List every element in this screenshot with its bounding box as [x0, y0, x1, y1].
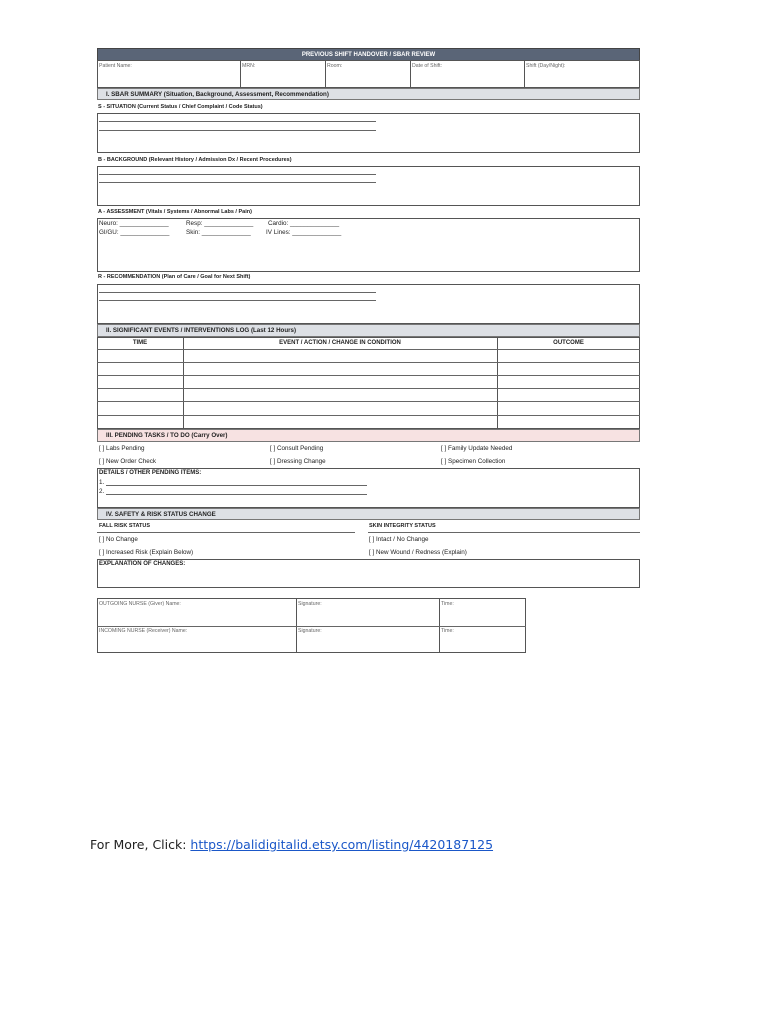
consult-pending-checkbox[interactable]: [ ] Consult Pending [270, 445, 324, 452]
detail-line-1-number: 1. [99, 479, 105, 486]
fall-risk-label: FALL RISK STATUS [99, 523, 151, 529]
incoming-signature-label[interactable]: Signature: [298, 628, 322, 634]
section-events-title: II. SIGNIFICANT EVENTS / INTERVENTIONS LOG (Last 12 Hours) [97, 324, 640, 337]
cardio-field[interactable]: Cardio: ______________ [268, 220, 340, 227]
fall-no-change-checkbox[interactable]: [ ] No Change [99, 536, 138, 543]
details-label: DETAILS / OTHER PENDING ITEMS: [99, 470, 202, 476]
skin-new-wound-checkbox[interactable]: [ ] New Wound / Redness (Explain) [369, 549, 467, 556]
new-order-checkbox[interactable]: [ ] New Order Check [99, 458, 157, 465]
incoming-nurse-name-label[interactable]: INCOMING NURSE (Receiver) Name: [99, 628, 188, 634]
skin-field[interactable]: Skin: ______________ [186, 229, 251, 236]
room-label: Room: [327, 63, 343, 69]
family-update-checkbox[interactable]: [ ] Family Update Needed [441, 445, 513, 452]
footer-prefix: For More, Click: [90, 837, 187, 852]
section-sbar-title: I. SBAR SUMMARY (Situation, Background, Assessment, Recommendation) [97, 88, 640, 100]
background-box[interactable] [97, 166, 640, 206]
fall-increased-risk-checkbox[interactable]: [ ] Increased Risk (Explain Below) [99, 549, 194, 556]
skin-integrity-label: SKIN INTEGRITY STATUS [369, 523, 436, 529]
detail-line-2-number: 2. [99, 488, 105, 495]
iv-lines-field[interactable]: IV Lines: ______________ [266, 229, 342, 236]
dressing-change-checkbox[interactable]: [ ] Dressing Change [270, 458, 326, 465]
mrn-label: MRN: [242, 63, 256, 69]
footer-promo [90, 837, 493, 852]
assessment-box[interactable] [97, 218, 640, 272]
incoming-time-label[interactable]: Time: [441, 628, 454, 634]
col-time-header: TIME [132, 340, 148, 346]
table-row [97, 415, 640, 416]
assessment-label: A - ASSESSMENT (Vitals / Systems / Abnormal Labs / Pain) [98, 209, 252, 215]
explanation-label: EXPLANATION OF CHANGES: [99, 561, 186, 567]
table-row [97, 349, 640, 350]
shift-label: Shift (Day/Night): [526, 63, 566, 69]
recommendation-label: R - RECOMMENDATION (Plan of Care / Goal for Next Shift) [98, 274, 251, 280]
outgoing-signature-label[interactable]: Signature: [298, 601, 322, 607]
date-of-shift-label: Date of Shift: [412, 63, 442, 69]
gigu-field[interactable]: GI/GU: ______________ [99, 229, 170, 236]
table-row [97, 388, 640, 389]
table-row [97, 375, 640, 376]
table-row [97, 401, 640, 402]
section-safety-title: IV. SAFETY & RISK STATUS CHANGE [97, 508, 640, 520]
resp-field[interactable]: Resp: ______________ [186, 220, 254, 227]
patient-name-label: Patient Name: [99, 63, 132, 69]
skin-intact-checkbox[interactable]: [ ] Intact / No Change [369, 536, 429, 543]
table-row [97, 362, 640, 363]
col-outcome-header: OUTCOME [553, 340, 584, 346]
etsy-listing-link[interactable]: https://balidigitalid.etsy.com/listing/4420187125 [190, 837, 494, 852]
situation-box[interactable] [97, 113, 640, 153]
situation-label: S - SITUATION (Current Status / Chief Complaint / Code Status) [98, 104, 263, 110]
outgoing-nurse-name-label[interactable]: OUTGOING NURSE (Giver) Name: [99, 601, 181, 607]
outgoing-time-label[interactable]: Time: [441, 601, 454, 607]
col-event-header: EVENT / ACTION / CHANGE IN CONDITION [279, 340, 401, 346]
labs-pending-checkbox[interactable]: [ ] Labs Pending [99, 445, 145, 452]
background-label: B - BACKGROUND (Relevant History / Admission Dx / Recent Procedures) [98, 157, 292, 163]
neuro-field[interactable]: Neuro: ______________ [99, 220, 169, 227]
recommendation-box[interactable] [97, 284, 640, 324]
form-title: PREVIOUS SHIFT HANDOVER / SBAR REVIEW [97, 48, 640, 61]
section-pending-title: III. PENDING TASKS / TO DO (Carry Over) [97, 429, 640, 442]
specimen-collection-checkbox[interactable]: [ ] Specimen Collection [441, 458, 506, 465]
